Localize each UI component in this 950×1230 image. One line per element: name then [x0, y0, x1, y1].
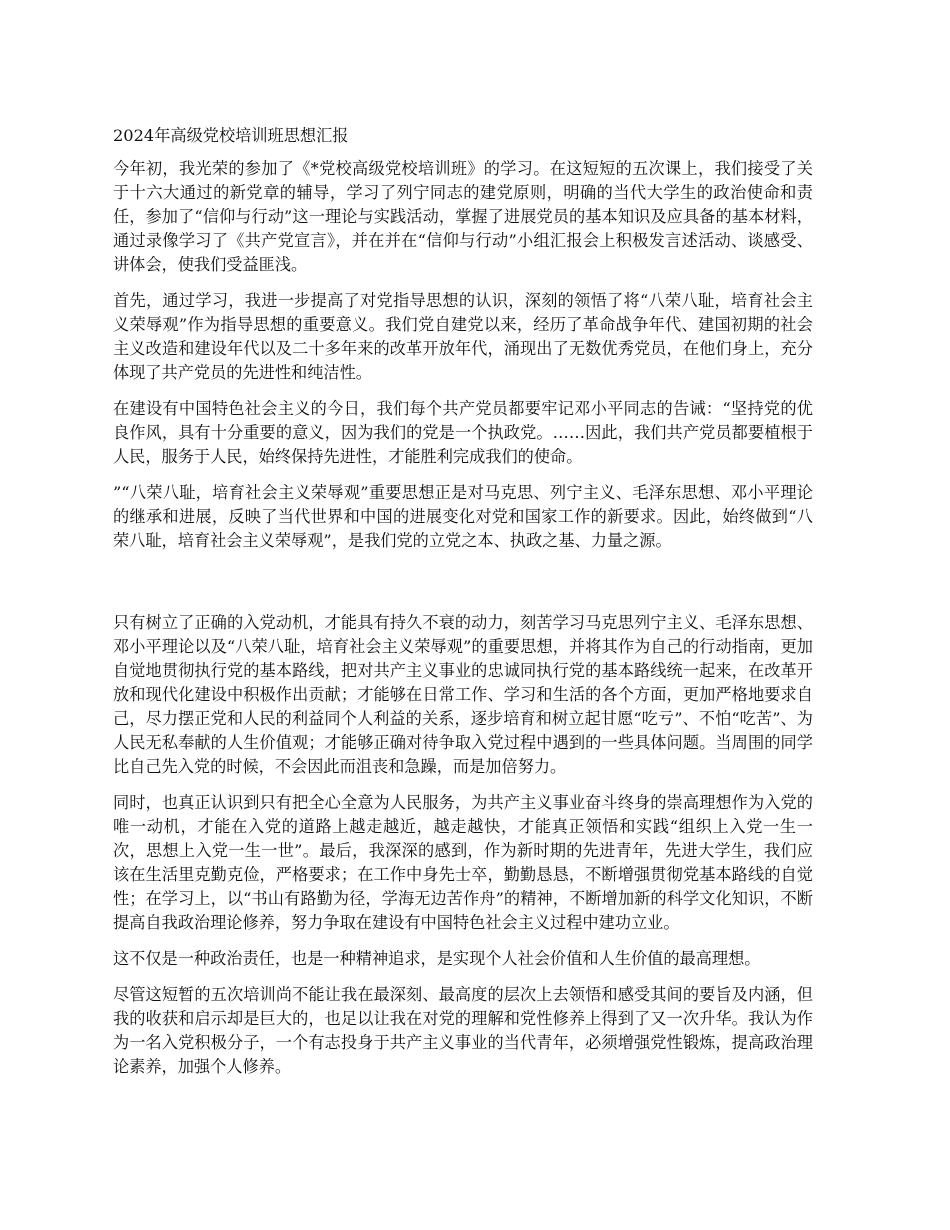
paragraph: 同时，也真正认识到只有把全心全意为人民服务，为共产主义事业奋斗终身的崇高理想作为入党的唯一动机，才能在入党的道路上越走越近，越走越快，才能真正领悟和实践“组织上入党一生一次，思想上入党一生一世”。最后，我深深的感到，作为新时期的先进青年，先进大学生，我们应该在生活里克勤克俭，严格要求；在工作中身先士卒，勤勤恳恳，不断增强贯彻党基本路线的自觉性；在学习上，以“书山有路勤为径，学海无边苦作舟”的精神，不断增加新的科学文化知识，不断提高自我政治理论修养，努力争取在建设有中国特色社会主义过程中建功立业。 — [113, 793, 813, 932]
section-gap — [113, 565, 813, 611]
paragraph: ”“八荣八耻，培育社会主义荣辱观”重要思想正是对马克思、列宁主义、毛泽东思想、邓小平理论的继承和进展，反映了当代世界和中国的进展变化对党和国家工作的新要求。因此，始终做到“八荣八耻，培育社会主义荣辱观”，是我们党的立党之本、执政之基、力量之源。 — [113, 483, 813, 550]
paragraph: 今年初，我光荣的参加了《*党校高级党校培训班》的学习。在这短短的五次课上，我们接受了关于十六大通过的新党章的辅导，学习了列宁同志的建党原则，明确的当代大学生的政治使命和责任，参加了“信仰与行动”这一理论与实践活动，掌握了进展党员的基本知识及应具备的基本材料，通过录像学习了《共产党宣言》，并在并在“信仰与行动”小组汇报会上积极发言述活动、谈感受、讲体会，使我们受益匪浅。 — [113, 159, 813, 274]
paragraph: 这不仅是一种政治责任，也是一种精神追求，是实现个人社会价值和人生价值的最高理想。 — [113, 949, 761, 968]
paragraph: 首先，通过学习，我进一步提高了对党指导思想的认识，深刻的领悟了将“八荣八耻，培育社会主义荣辱观”作为指导思想的重要意义。我们党自建党以来，经历了革命战争年代、建国初期的社会主义改造和建设年代以及二十多年来的改革开放年代，涌现出了无数优秀党员，在他们身上，充分体现了共产党员的先进性和纯洁性。 — [113, 291, 813, 382]
paragraph: 在建设有中国特色社会主义的今日，我们每个共产党员都要牢记邓小平同志的告诫：“坚持党的优良作风，具有十分重要的意义，因为我们的党是一个执政党。……因此，我们共产党员都要植根于人民，服务于人民，始终保持先进性，才能胜利完成我们的使命。 — [113, 399, 813, 466]
paragraph: 只有树立了正确的入党动机，才能具有持久不衰的动力，刻苦学习马克思列宁主义、毛泽东思想、邓小平理论以及“八荣八耻，培育社会主义荣辱观”的重要思想，并将其作为自己的行动指南，更加自觉地贯彻执行党的基本路线，把对共产主义事业的忠诚同执行党的基本路线统一起来，在改革开放和现代化建设中积极作出贡献；才能够在日常工作、学习和生活的各个方面，更加严格地要求自己，尽力摆正党和人民的利益同个人利益的关系，逐步培育和树立起甘愿“吃亏”、不怕“吃苦”、为人民无私奉献的人生价值观；才能够正确对待争取入党过程中遇到的一些具体问题。当周围的同学比自己先入党的时候，不会因此而沮丧和急躁，而是加倍努力。 — [113, 613, 813, 776]
document-title: 2024年高级党校培训班思想汇报 — [113, 126, 349, 145]
document-page — [113, 124, 813, 1091]
paragraph: 尽管这短暂的五次培训尚不能让我在最深刻、最高度的层次上去领悟和感受其间的要旨及内涵，但我的收获和启示却是巨大的，也足以让我在对党的理解和党性修养上得到了又一次升华。我认为作为一名入党积极分子，一个有志投身于共产主义事业的当代青年，必须增强党性锻炼，提高政治理论素养，加强个人修养。 — [113, 985, 813, 1076]
